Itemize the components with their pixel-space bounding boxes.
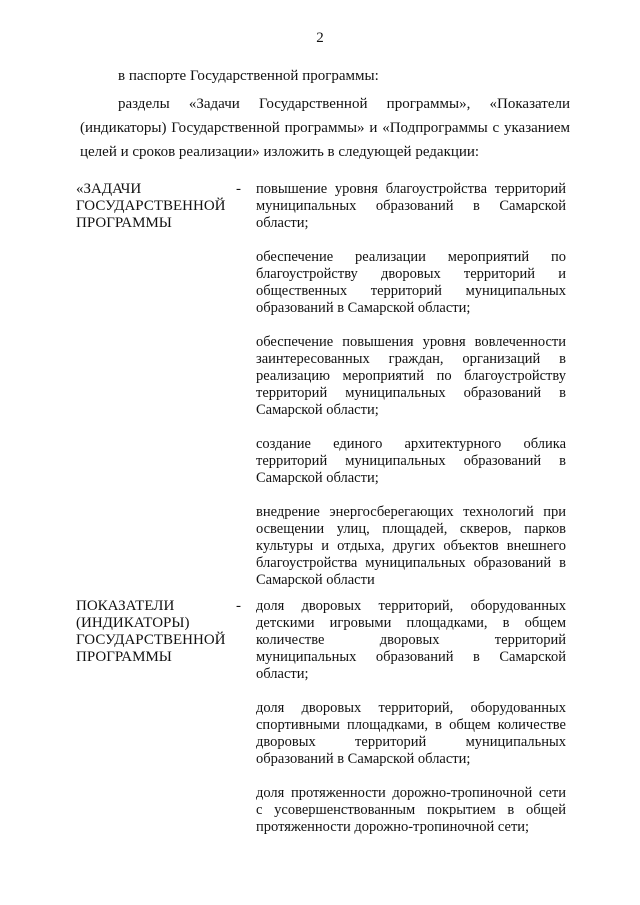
section-items-indicators <box>256 598 566 836</box>
task-item: обеспечение повышения уровня вовлеченности заинтересованных граждан, организаций в реализацию мероприятий по благоустройству территорий муниципальных образований в Самарской области; <box>256 334 566 418</box>
section-dash: - <box>236 598 241 614</box>
task-item: повышение уровня благоустройства территорий муниципальных образований в Самарской области; <box>256 181 566 231</box>
task-item: обеспечение реализации мероприятий по благоустройству дворовых территорий и общественных территорий муниципальных образований в Самарской области; <box>256 249 566 316</box>
task-item: создание единого архитектурного облика территорий муниципальных образований в Самарской области; <box>256 436 566 486</box>
indicator-item: доля дворовых территорий, оборудованных детскими игровыми площадками, в общем количестве дворовых территорий муниципальных образований в Самарской области; <box>256 598 566 682</box>
section-indicators <box>76 598 566 858</box>
section-label-indicators: ПОКАЗАТЕЛИ (ИНДИКАТОРЫ) ГОСУДАРСТВЕННОЙ ПРОГРАММЫ <box>76 598 226 665</box>
section-dash: - <box>236 181 241 197</box>
indicator-item: доля протяженности дорожно-тропиночной сети с усовершенствованным покрытием в общей протяженности дорожно-тропиночной сети; <box>256 785 566 835</box>
page-number: 2 <box>316 30 324 46</box>
intro-line-1: в паспорте Государственной программы: <box>118 68 379 84</box>
intro-line-2: разделы «Задачи Государственной программы», «Показатели (индикаторы) Государственной программы» и «Подпрограммы с указанием целей и сроков реализации» изложить в следующей редакции: <box>80 96 570 160</box>
section-items-tasks <box>256 181 566 589</box>
section-tasks <box>76 181 566 588</box>
indicator-item: доля дворовых территорий, оборудованных спортивными площадками, в общем количестве дворовых территорий муниципальных образований в Самарской области; <box>256 700 566 767</box>
section-label-tasks: «ЗАДАЧИ ГОСУДАРСТВЕННОЙ ПРОГРАММЫ <box>76 181 226 231</box>
task-item: внедрение энергосберегающих технологий при освещении улиц, площадей, скверов, парков культуры и отдыха, других объектов внешнего благоустройства муниципальных образований в Самарской области <box>256 504 566 588</box>
